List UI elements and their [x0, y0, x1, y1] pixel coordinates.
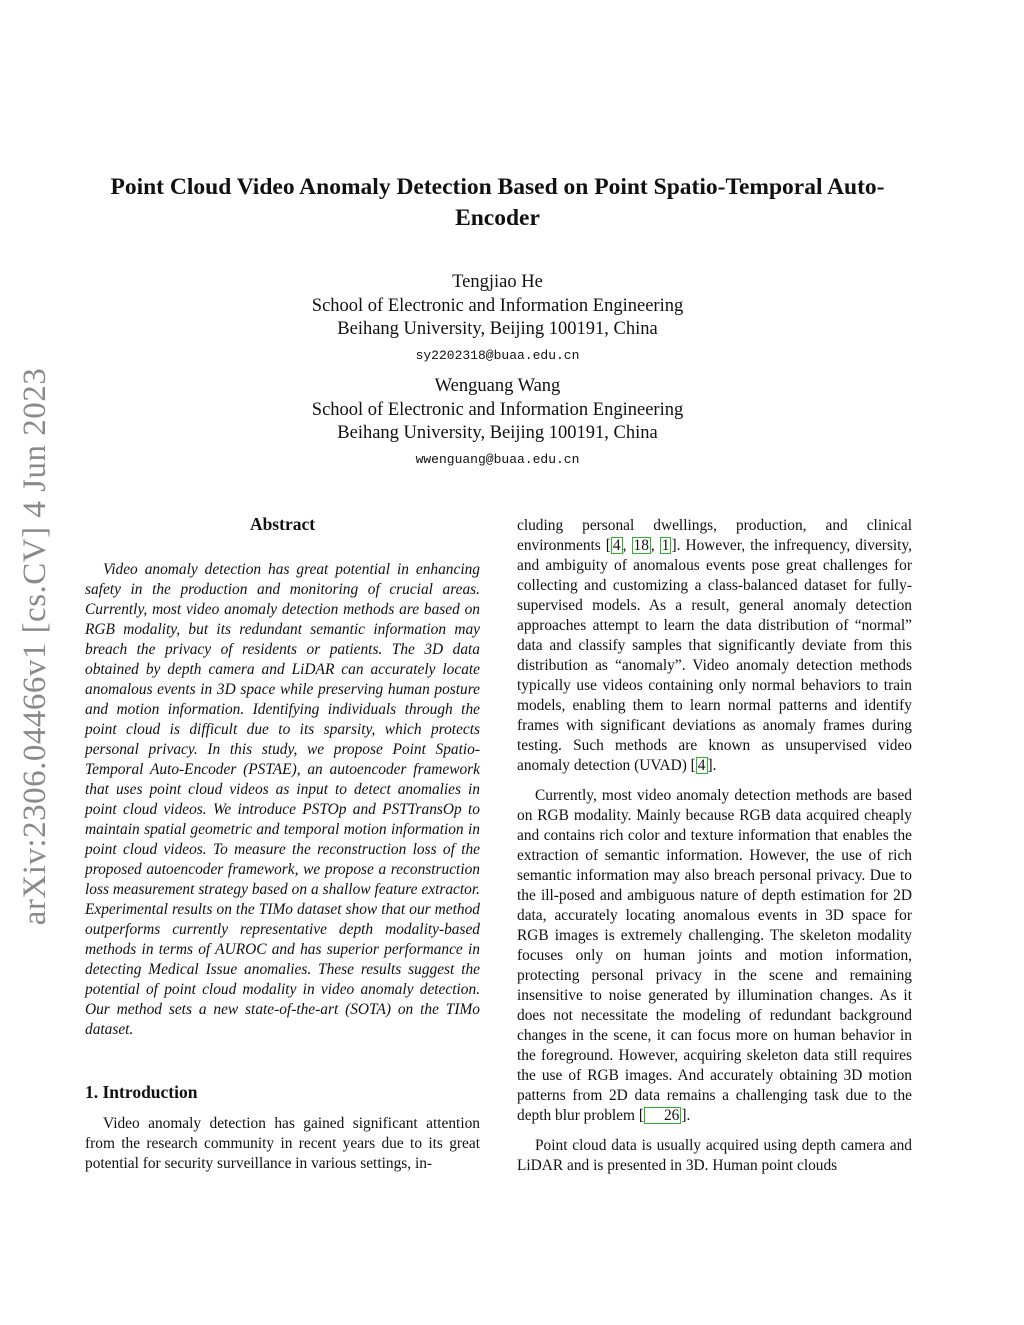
intro-paragraph-3: Point cloud data is usually acquired using depth camera and LiDAR and is presented in 3D. Human point clouds	[517, 1137, 912, 1174]
author-block	[200, 271, 795, 367]
citation-link[interactable]: 4	[697, 757, 706, 774]
citation-link[interactable]: 1	[661, 537, 670, 554]
intro-paragraph-1-continued: cluding personal dwellings, production, and clinical environments [ 4 , 18 , 1 ]. However, the infrequency, diversity, and ambiguity of anomalous events pose great challenges for collecting and customizing a class-balanced dataset for fully-supervised models. As a result, general anomaly detection approaches attempt to learn the data distribution of “normal” data and classify samples that significantly deviate from this distribution as “anomaly”. Video anomaly detection methods typically use videos containing only normal behaviors to train models, enabling them to learn normal patterns and identify frames with significant deviations as anomaly frames during testing. Such methods are known as unsupervised video anomaly detection (UVAD) [ 4 ].	[517, 517, 913, 774]
arxiv-identifier-stamp	[6, 365, 66, 928]
paper-title: Point Cloud Video Anomaly Detection Based on Point Spatio-Temporal Auto-Encoder	[110, 174, 885, 231]
text-fragment: Currently, most video anomaly detection methods are based on RGB modality. Mainly because RGB data acquired cheaply and contains rich color and texture information that enables the extraction of semantic information. However, the use of rich semantic information may also breach personal privacy. Due to the ill-posed and ambiguous nature of depth estimation for 2D data, accurately locating anomalous events in 3D space for RGB images is extremely challenging. The skeleton modality focuses only on human joints and motion information, protecting personal privacy in the scene and remaining insensitive to noise generated by illumination changes. As it does not necessitate the modeling of redundant background changes in the scene, it can focus more on human behavior in the foreground. However, acquiring skeleton data still requires the use of RGB images. And accurately obtaining 3D motion patterns from 2D data remains a challenging task due to the depth blur problem [	[517, 787, 912, 1124]
left-column	[85, 512, 480, 1174]
author-affiliation: School of Electronic and Information Engineering	[311, 399, 684, 420]
author-email[interactable]: sy2202318@buaa.edu.cn	[415, 347, 580, 363]
citation-link[interactable]: 26	[644, 1107, 681, 1124]
text-fragment: ]. However, the infrequency, diversity, and ambiguity of anomalous events pose great challenges for collecting and customizing a class-balanced dataset for fully-supervised models. As a result, general anomaly detection approaches attempt to learn the data distribution of “normal” data and classify samples that significantly deviate from this distribution as “anomaly”. Video anomaly detection methods typically use videos containing only normal behaviors to train models, enabling them to learn normal patterns and identify frames with significant deviations as anomaly frames during testing. Such methods are known as unsupervised video anomaly detection (UVAD) [	[517, 537, 913, 774]
author-email[interactable]: wwenguang@buaa.edu.cn	[415, 451, 580, 467]
author-block	[200, 375, 795, 471]
intro-paragraph-1-start: Video anomaly detection has gained significant attention from the research community in recent years due to its great potential for security surveillance in various settings, in-	[85, 1115, 480, 1172]
introduction-heading: 1. Introduction	[85, 1082, 198, 1102]
author-address: Beihang University, Beijing 100191, China	[337, 319, 658, 339]
abstract-text: Video anomaly detection has great potential in enhancing safety in the production and monitoring of crucial areas. Currently, most video anomaly detection methods are based on RGB modality, but its redundant semantic information may breach the privacy of residents or patients. The 3D data obtained by depth camera and LiDAR can accurately locate anomalous events in 3D space while preserving human posture and motion information. Identifying individuals through the point cloud is difficult due to its sparsity, which protects personal privacy. In this study, we propose Point Spatio-Temporal Auto-Encoder (PSTAE), an autoencoder framework that uses point cloud videos as input to detect anomalies in point cloud videos. We introduce PSTOp and PSTTransOp to maintain spatial geometric and temporal motion information in point cloud videos. To measure the reconstruction loss of the proposed autoencoder framework, we propose a reconstruction loss measurement strategy based on a shallow feature extractor. Experimental results on the TIMo dataset show that our method outperforms currently representative depth modality-based methods in terms of AUROC and has superior performance in detecting Medical Issue anomalies. These results suggest the potential of point cloud modality in video anomaly detection. Our method sets a new state-of-the-art (SOTA) on the TIMo dataset.	[85, 561, 480, 1038]
author-name: Tengjiao He	[452, 272, 543, 292]
abstract-heading: Abstract	[249, 514, 316, 534]
citation-link[interactable]: 4	[612, 537, 621, 554]
text-fragment: cluding personal dwellings, production, and clinical environments [	[517, 517, 912, 554]
text-fragment: ].	[681, 1107, 691, 1124]
text-fragment: ].	[707, 757, 717, 774]
author-name: Wenguang Wang	[434, 376, 561, 396]
intro-paragraph-2	[517, 786, 912, 1126]
author-affiliation: School of Electronic and Information Engineering	[311, 295, 684, 316]
right-column	[517, 516, 912, 1176]
author-address: Beihang University, Beijing 100191, China	[337, 423, 658, 443]
citation-link[interactable]: 18	[633, 537, 649, 554]
arxiv-id[interactable]: arXiv:2306.04466v1 [cs.CV] 4 Jun 2023	[17, 367, 54, 926]
